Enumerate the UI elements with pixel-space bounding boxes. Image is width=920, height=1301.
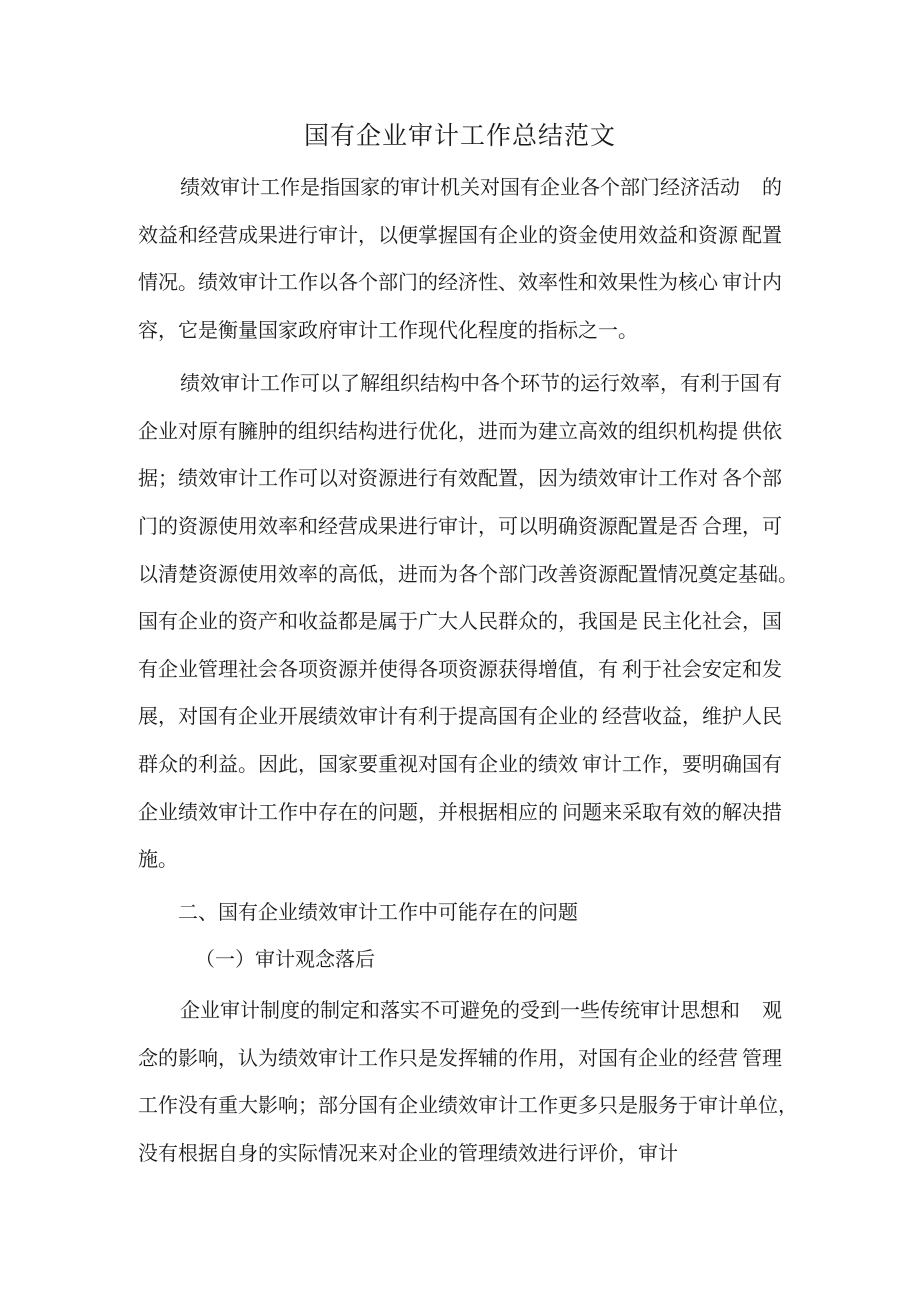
paragraph-2-line-4: 门的资源使用效率和经营成果进行审计，可以明确资源配置是否 合理，可: [138, 514, 782, 538]
paragraph-2-line-9: 群众的利益。因此，国家要重视对国有企业的绩效 审计工作，要明确国有: [138, 752, 782, 776]
paragraph-2-line-1: 绩效审计工作可以了解组织结构中各个环节的运行效率，有利于国 有: [180, 371, 782, 395]
paragraph-3-line-3: 工作没有重大影响；部分国有企业绩效审计工作更多只是服务于审 计单位，: [138, 1093, 798, 1117]
paragraph-1-line-2: 效益和经营成果进行审计，以便掌握国有企业的资金使用效益和资源 配置: [138, 223, 782, 247]
paragraph-2-line-7: 有企业管理社会各项资源并使得各项资源获得增值，有 利于社会安定和发: [138, 657, 782, 681]
paragraph-1-line-1: 绩效审计工作是指国家的审计机关对国有企业各个部门经济活动 的: [180, 175, 782, 199]
subsection-heading: （一）审计观念落后: [195, 947, 375, 971]
paragraph-2-line-6: 国有企业的资产和收益都是属于广大人民群众的，我国是 民主化社会，国: [138, 609, 782, 633]
paragraph-2-line-8: 展，对国有企业开展绩效审计有利于提高国有企业的 经营收益，维护人民: [138, 704, 782, 728]
paragraph-3-line-4: 没有根据自身的实际情况来对企业的管理绩效进行评价，审计: [138, 1141, 678, 1165]
section-heading: 二、国有企业绩效审计工作中可能存在的问题: [178, 900, 578, 924]
paragraph-2-line-3: 据；绩效审计工作可以对资源进行有效配置，因为绩效审计工作对 各个部: [138, 466, 782, 490]
document-title: 国有企业审计工作总结范文: [303, 121, 616, 150]
paragraph-1-line-4: 容，它是衡量国家政府审计工作现代化程度的指标之一。: [138, 318, 638, 342]
paragraph-2-line-2: 企业对原有臃肿的组织结构进行优化，进而为建立高效的组织机构提 供依: [138, 419, 782, 443]
paragraph-1-line-3: 情况。绩效审计工作以各个部门的经济性、效率性和效果性为核心 审计内: [138, 270, 782, 294]
paragraph-3-line-1: 企业审计制度的制定和落实不可避免的受到一些传统审计思想和 观: [180, 998, 782, 1022]
paragraph-2-line-11: 施。: [138, 847, 178, 871]
paragraph-3-line-2: 念的影响，认为绩效审计工作只是发挥辅的作用，对国有企业的经营 管理: [138, 1046, 782, 1070]
paragraph-2-line-10: 企业绩效审计工作中存在的问题，并根据相应的 问题来采取有效的解决措: [138, 800, 782, 824]
paragraph-2-line-5: 以清楚资源使用效率的高低，进而为各个部门改善资源配置情 况奠定基础。: [138, 562, 798, 586]
